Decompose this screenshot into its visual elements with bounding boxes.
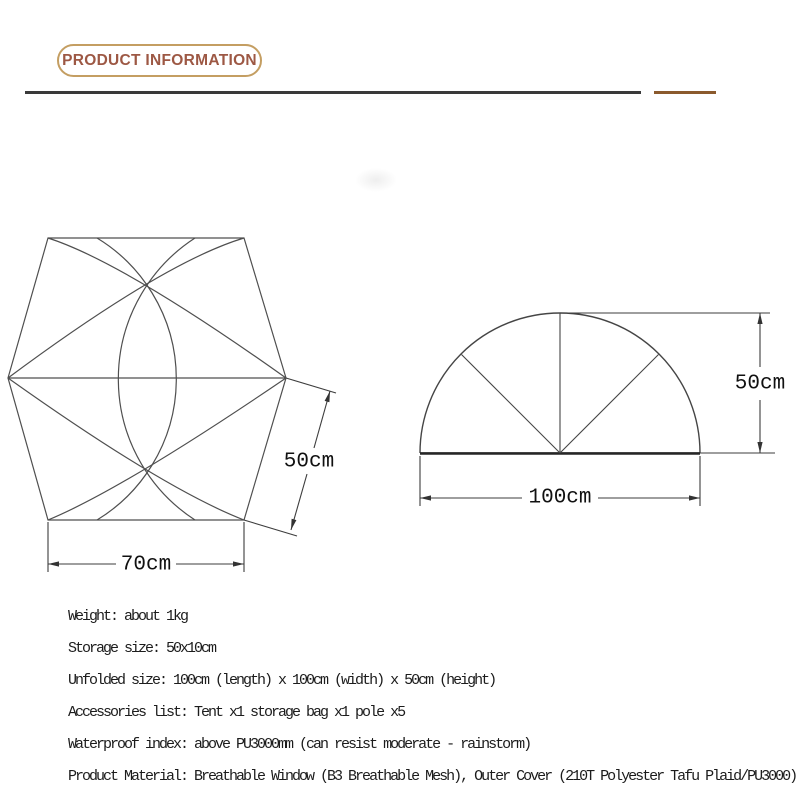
folded-height-label: 50cm	[283, 450, 335, 474]
fold-arc-left-to-bottomright	[8, 378, 244, 520]
spec-line-unfolded-size: Unfolded size: 100cm (length) x 100cm (width) x 50cm (height)	[68, 672, 496, 689]
arrowhead	[757, 442, 762, 453]
specs-list	[68, 601, 800, 793]
spec-line-weight: Weight: about 1kg	[68, 608, 188, 625]
arrowhead	[233, 561, 244, 566]
spec-line-waterproof: Waterproof index: above PU3000mm (can resist moderate - rainstorm)	[68, 736, 531, 753]
extension-line	[286, 378, 336, 393]
unfolded-height-label: 50cm	[734, 372, 786, 396]
folded-width-label: 70cm	[120, 553, 172, 577]
badge-label: PRODUCT INFORMATION	[62, 51, 257, 69]
arrowhead	[689, 495, 700, 500]
hexagon-outline	[8, 238, 286, 520]
arrowhead	[325, 391, 330, 402]
spec-line-storage-size: Storage size: 50x10cm	[68, 640, 216, 657]
arrowhead	[291, 519, 296, 530]
extension-line	[244, 520, 297, 536]
spec-line-material: Product Material: Breathable Window (B3 Breathable Mesh), Outer Cover (210T Polyester Tafu Plaid/PU3000)	[68, 768, 797, 785]
spec-line-accessories: Accessories list: Tent x1 storage bag x1 pole x5	[68, 704, 405, 721]
pole-line-left	[462, 355, 561, 454]
folded-tent-diagram	[8, 238, 286, 520]
unfolded-tent-diagram	[420, 313, 700, 453]
arrowhead	[757, 313, 762, 324]
unfolded-width-label: 100cm	[528, 486, 592, 510]
fold-arc-left-to-topright	[8, 238, 244, 378]
arrowhead	[420, 495, 431, 500]
arrowhead	[48, 561, 59, 566]
pole-line-right	[560, 355, 659, 454]
